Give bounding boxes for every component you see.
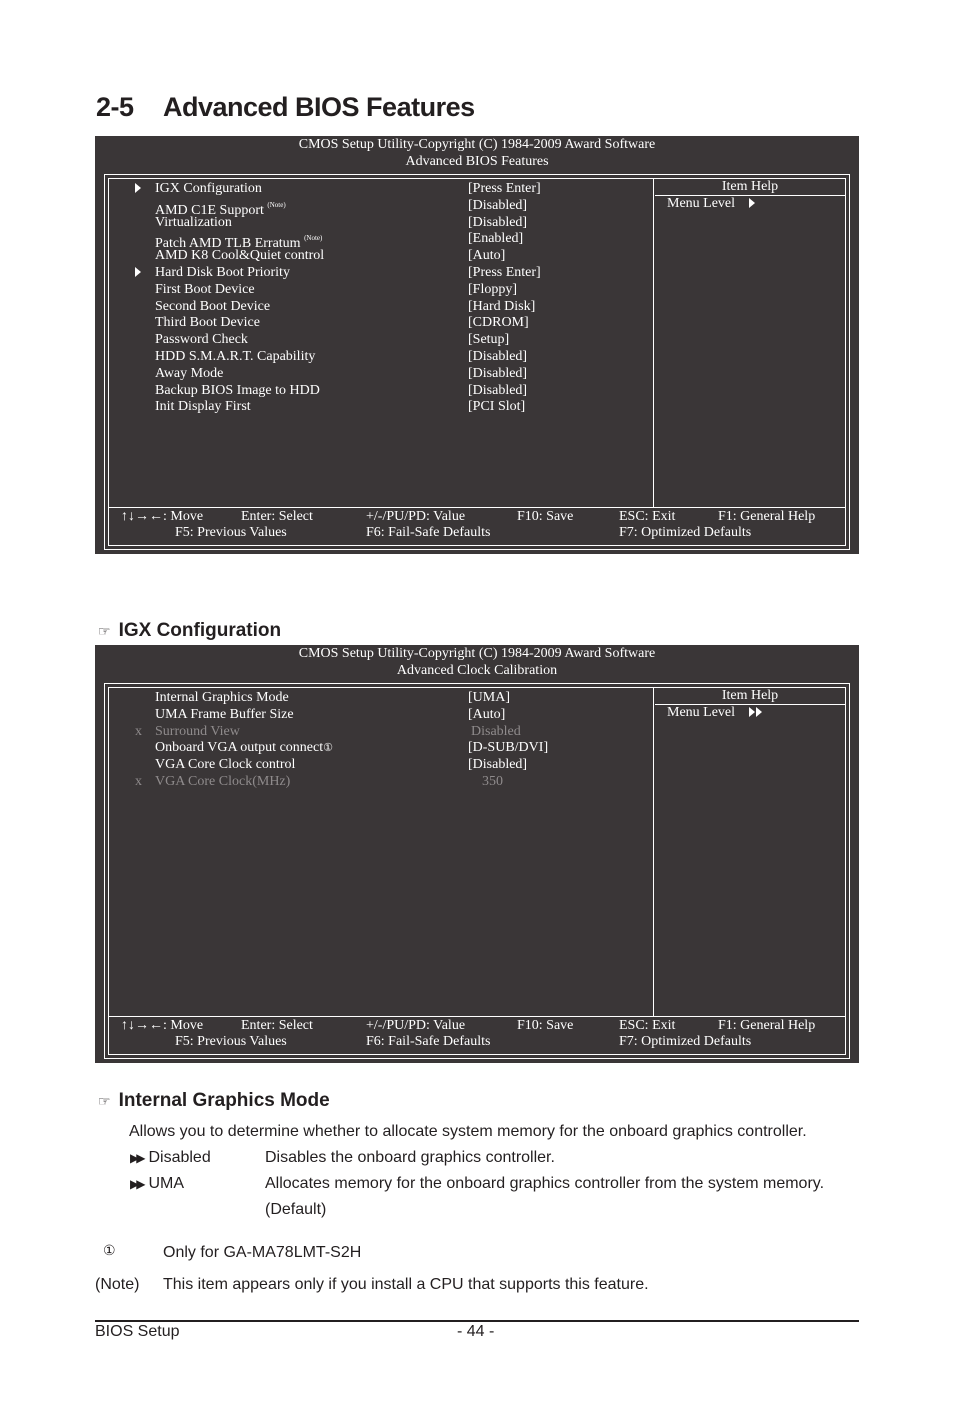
disabled-mark: x — [135, 774, 142, 789]
item-help-title: Item Help — [721, 179, 779, 194]
menu-level-label: Menu Level — [667, 705, 736, 720]
setting-name — [155, 706, 294, 723]
footer-failsafe-defaults: F6: Fail-Safe Defaults — [366, 525, 491, 540]
note-label: (Note) — [95, 1276, 140, 1293]
setting-name-text: Password Check — [155, 332, 248, 348]
footer-optimized-defaults: F7: Optimized Defaults — [619, 525, 752, 540]
internal-graphics-mode-description: Allows you to determine whether to allocate system memory for the onboard graphics controller. — [129, 1123, 807, 1140]
double-arrow-icon: ▶▶ — [130, 1151, 143, 1165]
setting-name — [155, 739, 333, 757]
setting-name — [155, 756, 295, 773]
igx-configuration-title: IGX Configuration — [118, 620, 282, 641]
bios-screen-clock-calibration — [95, 645, 859, 1063]
bios-setting-row[interactable] — [109, 281, 649, 298]
bios-setting-row[interactable] — [109, 689, 649, 706]
footer-save: F10: Save — [517, 1018, 574, 1033]
setting-name — [155, 314, 260, 331]
setting-name-text: HDD S.M.A.R.T. Capability — [155, 349, 316, 364]
option-uma-default: (Default) — [265, 1201, 327, 1218]
bios-setting-row[interactable] — [109, 314, 649, 331]
setting-name-text: Onboard VGA output connect — [155, 740, 324, 756]
note-text: This item appears only if you install a CPU that supports this feature. — [163, 1276, 649, 1293]
footer-move: ↑↓→←: Move — [121, 509, 204, 524]
igx-configuration-heading — [98, 620, 281, 642]
setting-name-text: Patch AMD TLB Erratum — [155, 236, 301, 252]
pointing-hand-icon: ☞ — [98, 1093, 111, 1109]
option-name: UMA — [148, 1175, 185, 1192]
setting-value: [Setup] — [468, 332, 510, 348]
footer-move: ↑↓→←: Move — [121, 1018, 204, 1033]
bios-setting-row[interactable] — [109, 756, 649, 773]
menu-level-arrow-icon — [756, 707, 762, 717]
setting-name-text: Virtualization — [155, 214, 232, 230]
footer-general-help: F1: General Help — [718, 509, 816, 524]
menu-level-indicator — [667, 196, 755, 212]
footer-select: Enter: Select — [241, 1018, 313, 1033]
setting-name — [155, 214, 232, 231]
setting-name — [155, 264, 290, 281]
footer-exit: ESC: Exit — [619, 1018, 676, 1033]
bios-setting-row[interactable] — [109, 298, 649, 315]
setting-name — [155, 773, 290, 790]
setting-value: [UMA] — [468, 690, 510, 705]
setting-value: [Disabled] — [468, 214, 528, 230]
bios-setting-row[interactable] — [109, 348, 649, 365]
setting-name-text: AMD C1E Support — [155, 202, 264, 218]
double-arrow-icon: ▶▶ — [130, 1177, 143, 1191]
footer-optimized-defaults: F7: Optimized Defaults — [619, 1034, 752, 1049]
setting-name — [155, 398, 251, 415]
setting-name-text: Third Boot Device — [155, 315, 260, 331]
setting-value: [Auto] — [468, 248, 506, 264]
setting-name — [155, 348, 315, 365]
bios-setting-row[interactable] — [109, 331, 649, 348]
bios-screen-advanced-features — [95, 136, 859, 554]
setting-name-text: IGX Configuration — [155, 181, 262, 196]
bios-header-title: Advanced Clock Calibration — [396, 663, 558, 678]
option-uma-description: Allocates memory for the onboard graphics controller from the system memory. — [265, 1175, 825, 1192]
bios-setting-row[interactable] — [109, 398, 649, 415]
setting-name-text: Init Display First — [155, 399, 251, 415]
setting-value: [PCI Slot] — [468, 399, 526, 415]
footer-failsafe-defaults: F6: Fail-Safe Defaults — [366, 1034, 491, 1049]
setting-name — [155, 382, 320, 399]
bios-help-divider — [653, 179, 654, 507]
bios-setting-row[interactable] — [109, 739, 649, 756]
pointing-hand-icon: ☞ — [98, 623, 111, 639]
page-title — [96, 92, 475, 123]
setting-name — [155, 365, 223, 382]
setting-value: [Auto] — [468, 706, 506, 722]
bios-setting-row[interactable] — [109, 180, 649, 197]
setting-value: 350 — [482, 774, 503, 789]
menu-level-arrow-icon — [749, 707, 755, 717]
internal-graphics-mode-heading — [98, 1090, 330, 1112]
bios-inner-frame — [108, 687, 846, 1055]
footer-previous-values: F5: Previous Values — [175, 525, 287, 540]
bios-header-copyright: CMOS Setup Utility-Copyright (C) 1984-2009 Award Software — [298, 646, 656, 661]
setting-name — [155, 247, 324, 264]
page-number: - 44 - — [457, 1323, 495, 1340]
footer-previous-values: F5: Previous Values — [175, 1034, 287, 1049]
setting-value: [Press Enter] — [468, 265, 541, 280]
circle-one-icon: ① — [323, 742, 333, 755]
footer-section-name: BIOS Setup — [95, 1323, 180, 1340]
setting-value: [Disabled] — [468, 365, 528, 381]
setting-name — [155, 723, 240, 740]
circle-note-text: Only for GA-MA78LMT-S2H — [163, 1244, 362, 1261]
setting-value: [Disabled] — [468, 197, 528, 213]
setting-name-text: Backup BIOS Image to HDD — [155, 382, 320, 398]
setting-value: [CDROM] — [468, 315, 529, 331]
setting-name-text: Hard Disk Boot Priority — [155, 265, 290, 280]
setting-name-text: Second Boot Device — [155, 298, 271, 314]
footer-rule — [95, 1320, 859, 1322]
footer-value: +/-/PU/PD: Value — [366, 509, 466, 524]
bios-header-title: Advanced BIOS Features — [405, 154, 549, 169]
setting-value: [D-SUB/DVI] — [468, 740, 549, 756]
setting-value: [Disabled] — [468, 349, 528, 364]
disabled-mark: x — [135, 723, 142, 739]
setting-name-text: VGA Core Clock control — [155, 757, 296, 773]
menu-level-label: Menu Level — [667, 196, 736, 211]
footer-general-help: F1: General Help — [718, 1018, 816, 1033]
bios-setting-row[interactable] — [109, 214, 649, 231]
setting-name-text: First Boot Device — [155, 281, 255, 297]
setting-value: [Disabled] — [468, 382, 528, 398]
option-disabled-description: Disables the onboard graphics controller. — [265, 1149, 555, 1166]
menu-level-arrow-icon — [749, 198, 755, 208]
setting-value: [Floppy] — [468, 281, 517, 297]
bios-setting-row[interactable] — [109, 382, 649, 399]
setting-name-text: Surround View — [155, 723, 240, 739]
section-number: 2-5 — [96, 92, 134, 122]
bios-setting-row[interactable] — [109, 723, 649, 740]
footer-value: +/-/PU/PD: Value — [366, 1018, 466, 1033]
submenu-arrow-icon — [135, 267, 141, 277]
setting-name — [155, 689, 289, 706]
setting-name-text: Away Mode — [155, 365, 224, 381]
submenu-arrow-icon — [135, 183, 141, 193]
bios-setting-row[interactable] — [109, 247, 649, 264]
bios-setting-row[interactable] — [109, 365, 649, 382]
bios-setting-row[interactable] — [109, 773, 649, 790]
setting-name-text: AMD K8 Cool&Quiet control — [155, 248, 325, 264]
internal-graphics-mode-title: Internal Graphics Mode — [118, 1090, 330, 1111]
footer-exit: ESC: Exit — [619, 509, 676, 524]
note-marker: (Note) — [304, 234, 323, 243]
setting-name-text: Internal Graphics Mode — [155, 690, 289, 705]
bios-header-copyright: CMOS Setup Utility-Copyright (C) 1984-2009 Award Software — [298, 137, 656, 152]
option-disabled-label — [130, 1149, 211, 1167]
setting-value: [Enabled] — [468, 231, 524, 247]
footer-save: F10: Save — [517, 509, 574, 524]
section-title: Advanced BIOS Features — [163, 92, 475, 122]
bios-footer-divider — [109, 1016, 845, 1017]
setting-value: [Press Enter] — [468, 181, 541, 196]
bios-inner-frame — [108, 178, 846, 546]
setting-value: [Hard Disk] — [468, 298, 536, 314]
footer-select: Enter: Select — [241, 509, 313, 524]
circle-one-icon: ① — [103, 1242, 116, 1258]
bios-setting-row[interactable] — [109, 264, 649, 281]
bios-footer-divider — [109, 507, 845, 508]
setting-value: Disabled — [471, 723, 521, 739]
option-uma-label — [130, 1175, 184, 1193]
bios-setting-row[interactable] — [109, 197, 649, 218]
bios-setting-row[interactable] — [109, 230, 649, 252]
menu-level-indicator — [667, 705, 762, 721]
setting-name-text: VGA Core Clock(MHz) — [155, 774, 291, 789]
option-name: Disabled — [148, 1149, 211, 1166]
setting-name — [155, 281, 255, 298]
setting-name — [155, 180, 262, 197]
bios-outer-frame — [104, 683, 850, 1059]
setting-value: [Disabled] — [468, 757, 528, 773]
item-help-title: Item Help — [721, 688, 779, 703]
setting-name-text: UMA Frame Buffer Size — [155, 706, 294, 722]
setting-name — [155, 331, 248, 348]
setting-name — [155, 298, 270, 315]
bios-setting-row[interactable] — [109, 706, 649, 723]
bios-outer-frame — [104, 174, 850, 550]
bios-help-divider — [653, 688, 654, 1016]
note-marker: (Note) — [267, 200, 286, 209]
